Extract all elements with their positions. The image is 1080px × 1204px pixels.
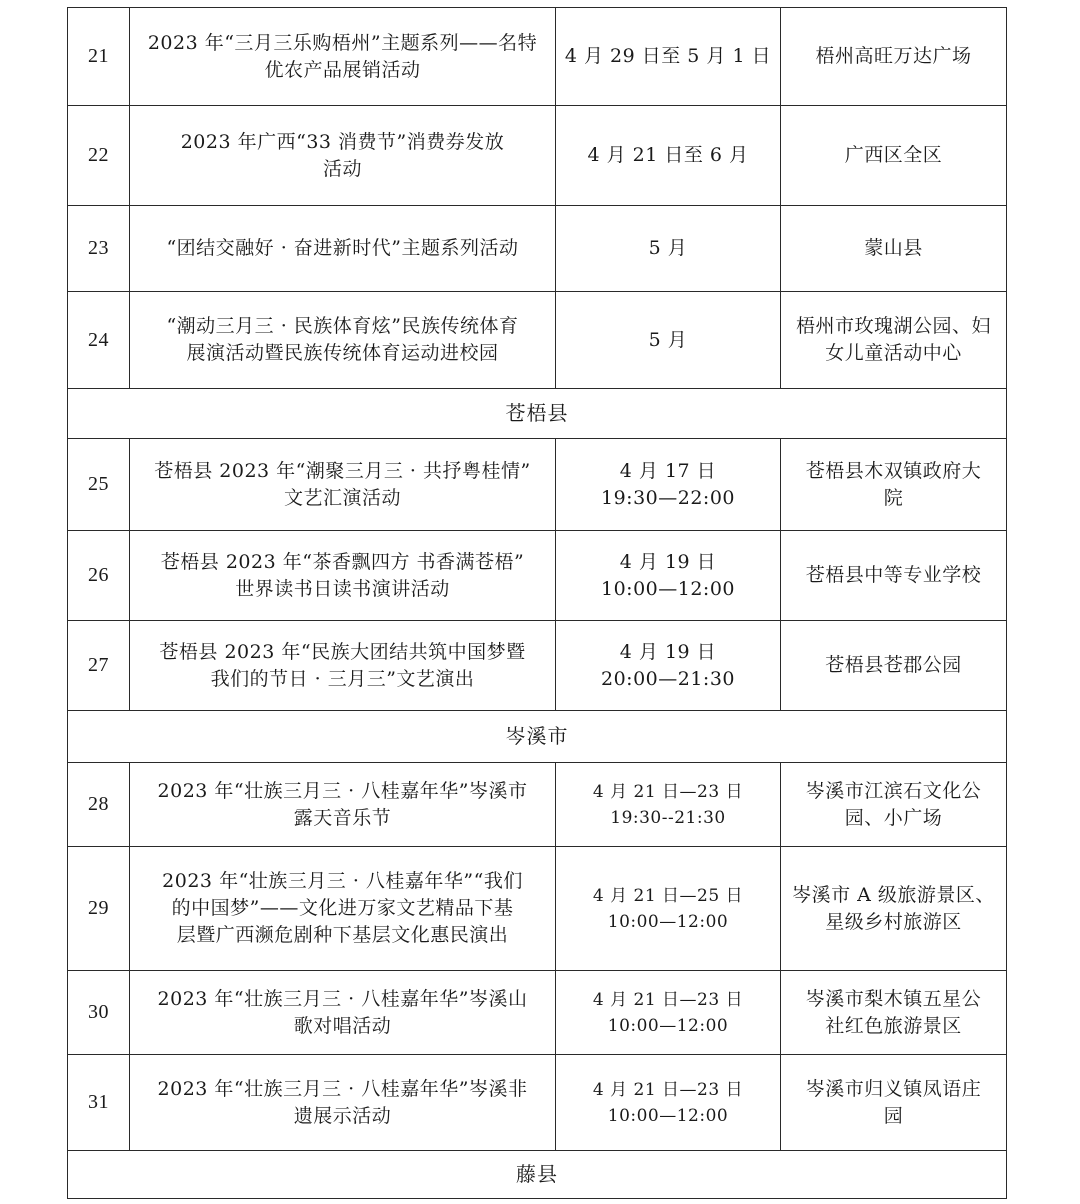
- activity-place-line: 蒙山县: [864, 237, 923, 259]
- activity-name: [130, 206, 556, 292]
- activity-name-line: 苍梧县 2023 年“茶香飘四方 书香满苍梧”: [160, 550, 525, 573]
- activity-place-line: 园: [883, 1104, 904, 1127]
- activity-time-line: 4 月 17 日: [619, 459, 717, 482]
- activity-time: [556, 439, 781, 531]
- activity-time-line: 4 月 21 日至 6 月: [587, 144, 749, 166]
- activity-place-line: 社红色旅游景区: [825, 1014, 962, 1037]
- activity-name: [130, 292, 556, 389]
- activity-name: [130, 106, 556, 206]
- activity-place-line: 梧州高旺万达广场: [815, 45, 972, 67]
- activity-time-line: 4 月 19 日: [619, 550, 717, 573]
- activity-time: [556, 206, 781, 292]
- activity-place-line: 岑溪市归义镇凤语庄: [805, 1077, 982, 1100]
- activity-time: [556, 971, 781, 1055]
- section-label: 岑溪市: [68, 711, 1007, 763]
- activity-name-line: 2023 年“壮族三月三 · 八桂嘉年华”岑溪山: [157, 987, 528, 1010]
- activity-name: [130, 847, 556, 971]
- row-number: 24: [68, 292, 130, 389]
- table-body: [68, 8, 1007, 1199]
- table-row: [68, 621, 1007, 711]
- activity-name-line: 展演活动暨民族传统体育运动进校园: [186, 342, 499, 364]
- activity-name-line: 层暨广西濒危剧种下基层文化惠民演出: [176, 924, 509, 946]
- row-number: 26: [68, 531, 130, 621]
- activity-place: [781, 1055, 1007, 1151]
- row-number: 27: [68, 621, 130, 711]
- table-row: [68, 1055, 1007, 1151]
- section-label: 苍梧县: [68, 389, 1007, 439]
- activity-place-line: 岑溪市梨木镇五星公: [805, 987, 982, 1010]
- activity-place-line: 园、小广场: [844, 806, 943, 829]
- table-row: [68, 439, 1007, 531]
- activity-place: [781, 292, 1007, 389]
- row-number: 30: [68, 971, 130, 1055]
- row-number: 22: [68, 106, 130, 206]
- section-header-row: [68, 1151, 1007, 1199]
- activity-name: [130, 621, 556, 711]
- activity-name: [130, 1055, 556, 1151]
- activity-name-line: 活动: [322, 157, 362, 180]
- activity-place-line: 广西区全区: [844, 144, 943, 166]
- activity-name-line: 2023 年“三月三乐购梧州”主题系列——名特: [147, 31, 538, 54]
- section-header-row: [68, 389, 1007, 439]
- activity-place: [781, 847, 1007, 971]
- activity-place-line: 苍梧县中等专业学校: [805, 564, 982, 586]
- section-header-row: [68, 711, 1007, 763]
- activity-name-line: 2023 年“壮族三月三 · 八桂嘉年华”“我们: [162, 870, 523, 892]
- activity-time-line: 10:00—12:00: [600, 577, 735, 600]
- activity-name-line: 歌对唱活动: [293, 1014, 392, 1037]
- row-number: 25: [68, 439, 130, 531]
- activity-time-line: 4 月 21 日—23 日: [592, 989, 744, 1010]
- activity-name-line: 2023 年“壮族三月三 · 八桂嘉年华”岑溪非: [157, 1077, 528, 1100]
- activity-name: [130, 531, 556, 621]
- activity-name-line: 2023 年广西“33 消费节”消费券发放: [180, 130, 505, 153]
- activity-name-line: 优农产品展销活动: [264, 58, 421, 81]
- activity-place: [781, 439, 1007, 531]
- activity-time: [556, 8, 781, 106]
- activity-schedule-table: [67, 7, 1007, 1199]
- activity-time: [556, 763, 781, 847]
- table-row: [68, 8, 1007, 106]
- activity-name-line: “潮动三月三 · 民族体育炫”民族传统体育: [166, 315, 519, 337]
- activity-time: [556, 847, 781, 971]
- activity-time: [556, 531, 781, 621]
- activity-place: [781, 106, 1007, 206]
- activity-place-line: 苍梧县苍郡公园: [825, 654, 962, 676]
- table-row: [68, 971, 1007, 1055]
- activity-place: [781, 8, 1007, 106]
- activity-name: [130, 763, 556, 847]
- activity-time-line: 4 月 21 日—23 日: [592, 1079, 744, 1100]
- activity-time-line: 5 月: [648, 328, 688, 351]
- activity-place-line: 女儿童活动中心: [825, 342, 962, 364]
- activity-name: [130, 8, 556, 106]
- activity-place-line: 院: [883, 486, 904, 509]
- activity-time-line: 19:30—22:00: [600, 486, 735, 509]
- activity-name: [130, 971, 556, 1055]
- activity-name-line: 露天音乐节: [293, 806, 392, 829]
- row-number: 29: [68, 847, 130, 971]
- activity-time-line: 10:00—12:00: [607, 1015, 729, 1036]
- table-row: [68, 292, 1007, 389]
- row-number: 28: [68, 763, 130, 847]
- activity-place-line: 星级乡村旅游区: [825, 910, 962, 933]
- row-number: 23: [68, 206, 130, 292]
- activity-time-line: 4 月 21 日—23 日: [592, 781, 744, 802]
- activity-place: [781, 531, 1007, 621]
- activity-time: [556, 106, 781, 206]
- activity-time: [556, 1055, 781, 1151]
- activity-time-line: 4 月 19 日: [619, 640, 717, 663]
- activity-name-line: 苍梧县 2023 年“民族大团结共筑中国梦暨: [159, 640, 526, 663]
- activity-time-line: 5 月: [648, 237, 688, 259]
- activity-name-line: 的中国梦”——文化进万家文艺精品下基: [171, 897, 514, 919]
- activity-place: [781, 971, 1007, 1055]
- activity-place-line: 苍梧县木双镇政府大: [805, 459, 982, 482]
- activity-time-line: 10:00—12:00: [607, 911, 729, 932]
- row-number: 21: [68, 8, 130, 106]
- activity-time: [556, 292, 781, 389]
- activity-time-line: 4 月 29 日至 5 月 1 日: [564, 45, 772, 67]
- activity-name-line: “团结交融好 · 奋进新时代”主题系列活动: [166, 237, 519, 259]
- activity-place-line: 岑溪市 A 级旅游景区、: [792, 883, 995, 906]
- activity-time-line: 20:00—21:30: [600, 667, 735, 690]
- activity-time: [556, 621, 781, 711]
- table-row: [68, 847, 1007, 971]
- section-label: 藤县: [68, 1151, 1007, 1199]
- activity-name-line: 遗展示活动: [293, 1104, 392, 1127]
- row-number: 31: [68, 1055, 130, 1151]
- activity-place: [781, 206, 1007, 292]
- activity-name-line: 我们的节日 · 三月三”文艺演出: [210, 667, 475, 690]
- activity-time-line: 19:30--21:30: [610, 807, 726, 828]
- activity-place: [781, 763, 1007, 847]
- activity-name: [130, 439, 556, 531]
- activity-place-line: 梧州市玫瑰湖公园、妇: [795, 315, 991, 337]
- table-row: [68, 763, 1007, 847]
- table-row: [68, 206, 1007, 292]
- activity-place: [781, 621, 1007, 711]
- table-row: [68, 106, 1007, 206]
- activity-name-line: 世界读书日读书演讲活动: [235, 577, 450, 600]
- activity-name-line: 文艺汇演活动: [283, 486, 401, 509]
- activity-time-line: 4 月 21 日—25 日: [592, 885, 744, 906]
- activity-name-line: 苍梧县 2023 年“潮聚三月三 · 共抒粤桂情”: [154, 459, 531, 482]
- activity-time-line: 10:00—12:00: [607, 1105, 729, 1126]
- table-row: [68, 531, 1007, 621]
- activity-place-line: 岑溪市江滨石文化公: [805, 779, 982, 802]
- activity-name-line: 2023 年“壮族三月三 · 八桂嘉年华”岑溪市: [157, 779, 528, 802]
